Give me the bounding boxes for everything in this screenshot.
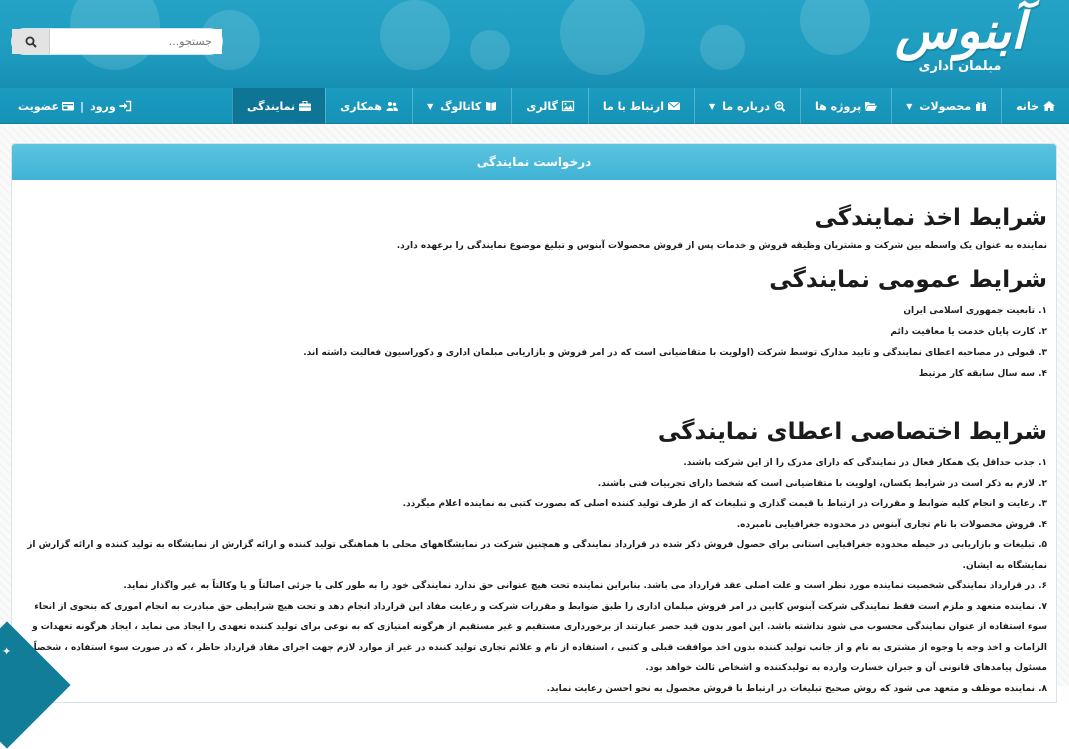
nav-item-label: ارتباط با ما (602, 99, 665, 113)
folder-open-icon (865, 101, 877, 111)
search-icon (25, 36, 37, 48)
home-icon (1043, 101, 1055, 111)
users-icon (386, 101, 398, 111)
briefcase-icon (299, 101, 311, 111)
share-icon[interactable]: ✦ (2, 645, 12, 658)
chevron-down-icon: ▼ (427, 101, 434, 111)
chevron-down-icon: ▼ (709, 101, 716, 111)
envelope-icon (668, 101, 680, 111)
search-input[interactable] (50, 29, 222, 54)
nav-item-label: درباره ما (722, 99, 771, 113)
site-header (0, 0, 1069, 88)
nav-item-label: پروژه ها (815, 99, 862, 113)
decor-bubble (380, 0, 450, 70)
chevron-down-icon: ▼ (906, 101, 913, 111)
login-label: ورود (90, 99, 116, 113)
nav-item-about[interactable] (694, 88, 800, 124)
general-conditions-list (24, 301, 1047, 385)
book-icon (485, 101, 497, 111)
main-nav (0, 88, 1069, 124)
list-item: ۳. قبولی در مصاحبه اعطای نمایندگی و تایید مدارک توسط شرکت (اولویت با متقاضیانی است که در امر فروش و بازاریابی مبلمان اداری و دکوراسیون فعالیت داشته اند. (303, 348, 1047, 358)
nav-item-label: نمایندگی (246, 99, 296, 113)
decor-bubble (700, 25, 745, 70)
nav-item-gallery[interactable] (511, 88, 588, 124)
nav-item-cooperation[interactable] (325, 88, 412, 124)
specific-conditions-list (24, 453, 1047, 699)
list-item: ۷. نماینده متعهد و ملزم است فقط نمایندگی شرکت آبنوس کابین در امر فروش مبلمان اداری را طبق ضوابط و مقررات شرکت و رعایت مفاد این قرارداد انجام دهد و تحت هیچ شرایطی حق مبادرت به انجام اموری که بنحوی از انحاء سوء استفاده از عنوان نمایندگی محسوب می شود نداشته باشد. این امور بدون قید حصر عبارتند از برخورداری مستقیم و غیر مستقیم از هرگونه امتیازی که به نوعی برای تولید کننده تعهدی را ایجاد می نماید ، ایجاد هرگونه تعهدات و الزامات و اخذ وجه یا وجوه از مشتری به نام و از جانب تولید کننده بدون اخذ موافقت قبلی و کتبی ، استفاده از نام و علائم تجاری تولید کننده در غیر از موارد لازم جهت اجرای مفاد قرارداد حاظر ، که در صورت سوء استفاده ، شخصاً مسئول پیامدهای قانونی آن و جبران خسارت وارده به تولیدکننده و اشخاص ثالث خواهد بود. (32, 601, 1047, 673)
picture-icon (562, 101, 574, 111)
decor-bubble (800, 0, 870, 55)
panel-body (12, 180, 1056, 699)
section-text: نماینده به عنوان یک واسطه بین شرکت و مشتریان وظیفه فروش و خدمات پس از فروش محصولات آبنوس و تبلیغ موضوع نمایندگی را برعهده دارد. (396, 241, 1047, 251)
nav-item-label: همکاری (340, 99, 383, 113)
panel-title: درخواست نمایندگی (12, 144, 1056, 180)
gift-icon (975, 101, 987, 111)
nav-item-contact[interactable] (588, 88, 694, 124)
auth-separator: | (80, 99, 85, 113)
list-item: ۳. رعایت و انجام کلیه ضوابط و مقررات در ارتباط با قیمت گذاری و تبلیغات که از طرف تولید کننده اصلی که بصورت کتبی به نماینده اعلام میگردد. (402, 499, 1047, 509)
nav-item-label: گالری (526, 99, 558, 113)
list-item: ۶. در قرارداد نمایندگی شخصیت نماینده مورد نظر است و علت اصلی عقد قرارداد می باشد. بنابراین نماینده تحت هیچ عنوانی حق ندارد نمایندگی خود را به طور کلی یا جزئی اصالتاً و یا وکالتاً به غیر واگذار نماید. (123, 581, 1047, 591)
nav-item-agency[interactable] (232, 88, 325, 124)
nav-item-label: محصولات (919, 99, 972, 113)
nav-item-label: کاتالوگ (440, 99, 482, 113)
search-bar (11, 28, 223, 55)
search-plus-icon (774, 101, 786, 111)
list-item: ۲. لازم به ذکر است در شرایط یکسان، اولویت با متقاضیانی است که شخصا دارای تجربیات فنی باشند. (597, 478, 1047, 489)
agency-request-panel (11, 143, 1057, 703)
section-title: شرایط اختصاصی اعطای نمایندگی (657, 419, 1047, 445)
section-title: شرایط عمومی نمایندگی (769, 267, 1047, 293)
list-item: ۴. سه سال سابقه کار مرتبط (918, 369, 1047, 379)
list-item: ۵. تبلیغات و بازاریابی در حیطه محدوده جغرافیایی استانی برای حصول فروش ذکر شده در قرارداد نمایندگی و همچنین شرکت در نمایشگاههای محلی با هماهنگی تولید کننده و ارائه گزارش از نمایشگاه به تولید کننده و ارائه گزارش از نمایشگاه به ایشان. (27, 540, 1047, 571)
decor-bubble (560, 0, 645, 75)
decor-bubble (470, 30, 510, 70)
site-logo[interactable] (875, 1, 1045, 84)
logo-subtitle: مبلمان اداری (918, 59, 1002, 74)
list-item: ۱. جذب حداقل یک همکار فعال در نمایندگی که دارای مدرک را از این شرکت باشند. (683, 458, 1047, 468)
register-link[interactable] (18, 100, 74, 113)
section-title: شرایط اخذ نمایندگی (814, 205, 1047, 231)
register-label: عضویت (18, 99, 60, 113)
list-item: ۴. فروش محصولات با نام تجاری آبنوس در محدوده جغرافیایی نامبرده. (736, 519, 1047, 530)
login-link[interactable] (90, 100, 131, 113)
auth-links (18, 88, 131, 124)
list-item: ۲. کارت پایان خدمت یا معافیت دائم (890, 327, 1047, 337)
search-button[interactable] (12, 29, 50, 54)
list-item: ۸. نماینده موظف و متعهد می شود که روش صحیح تبلیغات در ارتباط با فروش محصول به نحو احسن رعایت نماید. (546, 683, 1047, 694)
nav-menu (232, 88, 1069, 124)
id-card-icon (62, 101, 74, 111)
nav-item-catalog[interactable] (412, 88, 511, 124)
nav-item-home[interactable] (1001, 88, 1069, 124)
nav-item-products[interactable] (891, 88, 1001, 124)
logo-text: آبنوس (895, 1, 1025, 60)
sign-in-icon (119, 101, 131, 111)
nav-item-projects[interactable] (800, 88, 891, 124)
list-item: ۱. تابعیت جمهوری اسلامی ایران (903, 306, 1047, 316)
nav-item-label: خانه (1016, 99, 1039, 113)
